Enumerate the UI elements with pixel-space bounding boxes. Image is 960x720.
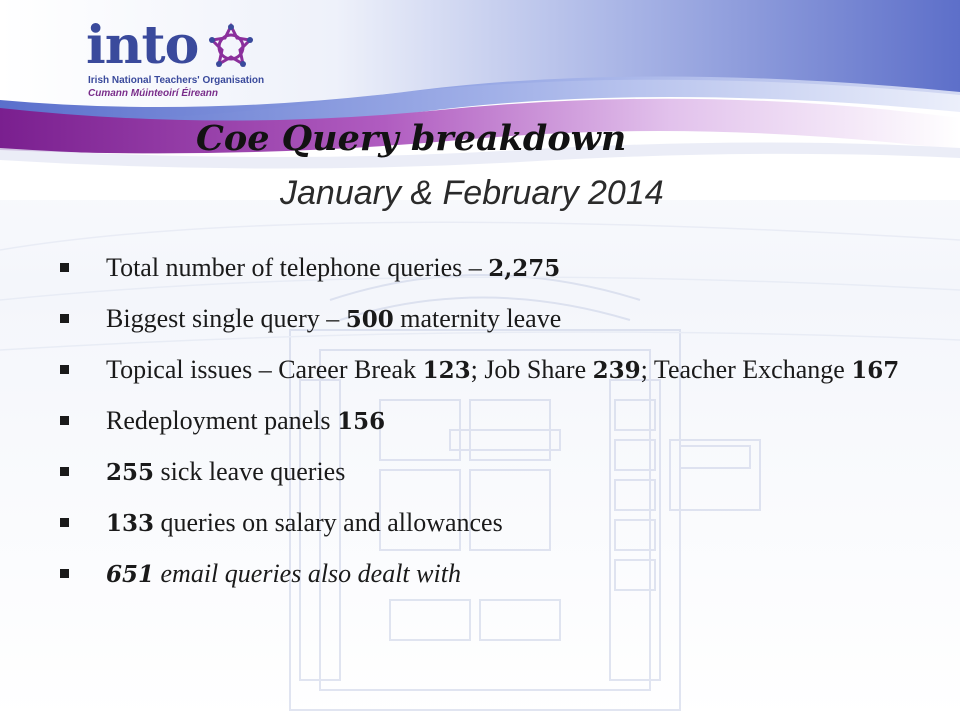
- logo-tagline-irish: Cumann Múinteoirí Éireann: [88, 88, 219, 99]
- square-bullet-icon: [60, 365, 69, 374]
- bullet-item: [56, 305, 951, 333]
- bullet-item: [56, 407, 951, 435]
- bullet-list: [56, 254, 951, 611]
- square-bullet-icon: [60, 569, 69, 578]
- square-bullet-icon: [60, 467, 69, 476]
- into-logo: [84, 15, 284, 99]
- bullet-text: ; Teacher Exchange: [640, 355, 852, 384]
- bullet-text: Redeployment panels: [106, 406, 338, 435]
- bullet-text: Topical issues – Career Break: [106, 355, 423, 384]
- bullet-number: 123: [422, 357, 471, 384]
- slide-title: Coe Query breakdown: [196, 118, 627, 159]
- square-bullet-icon: [60, 416, 69, 425]
- bullet-item: [56, 509, 951, 537]
- bullet-number: 167: [851, 357, 900, 384]
- bullet-text: Total number of telephone queries –: [106, 253, 489, 282]
- bullet-item: [56, 254, 951, 282]
- bullet-text: ; Job Share: [470, 355, 593, 384]
- logo-tagline-english: Irish National Teachers' Organisation: [88, 75, 265, 86]
- bullet-text: queries on salary and allowances: [154, 508, 503, 537]
- bullet-number: 500: [345, 306, 394, 333]
- bullet-number: 651: [106, 561, 155, 588]
- logo-wordmark: into: [86, 15, 199, 76]
- bullet-item: [56, 458, 951, 486]
- bullet-text: Biggest single query –: [106, 304, 346, 333]
- square-bullet-icon: [60, 518, 69, 527]
- bullet-text: sick leave queries: [154, 457, 346, 486]
- bullet-number: 239: [592, 357, 641, 384]
- slide-subtitle: January & February 2014: [280, 174, 664, 212]
- square-bullet-icon: [60, 263, 69, 272]
- bullet-number: 2,275: [488, 255, 561, 282]
- bullet-number: 255: [106, 459, 155, 486]
- square-bullet-icon: [60, 314, 69, 323]
- bullet-number: 156: [337, 408, 386, 435]
- bullet-text: maternity leave: [393, 304, 562, 333]
- bullet-text: email queries also dealt with: [154, 559, 461, 588]
- bullet-item: [56, 356, 951, 384]
- bullet-item: [56, 560, 951, 588]
- bullet-number: 133: [106, 510, 155, 537]
- into-knot-emblem-icon: [206, 22, 256, 72]
